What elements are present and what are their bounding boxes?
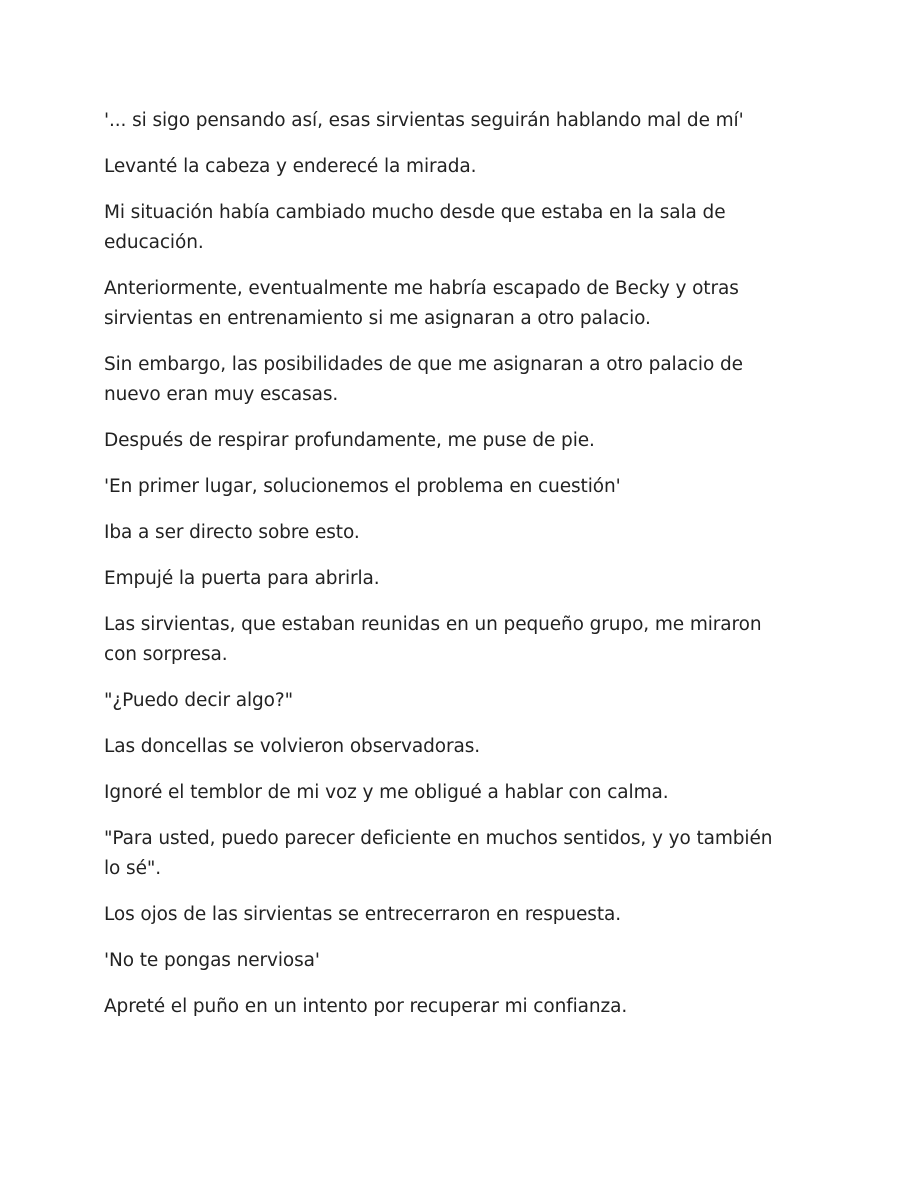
paragraph: Después de respirar profundamente, me puse de pie. — [104, 430, 595, 451]
paragraph: Empujé la puerta para abrirla. — [104, 568, 380, 589]
paragraph: "¿Puedo decir algo?" — [104, 690, 293, 711]
paragraph: "Para usted, puedo parecer deficiente en muchos sentidos, y yo también lo sé". — [104, 828, 773, 879]
paragraph: Las doncellas se volvieron observadoras. — [104, 736, 481, 757]
paragraph: Los ojos de las sirvientas se entrecerraron en respuesta. — [104, 904, 622, 925]
paragraph: Anteriormente, eventualmente me habría escapado de Becky y otras sirvientas en entrenamiento si me asignaran a otro palacio. — [104, 278, 739, 329]
paragraph: '... si sigo pensando así, esas sirvientas seguirán hablando mal de mí' — [104, 110, 744, 131]
paragraph: 'En primer lugar, solucionemos el problema en cuestión' — [104, 476, 621, 497]
paragraph: Ignoré el temblor de mi voz y me obligué a hablar con calma. — [104, 782, 669, 803]
paragraph: Apreté el puño en un intento por recuperar mi confianza. — [104, 996, 628, 1017]
paragraph: Iba a ser directo sobre esto. — [104, 522, 360, 543]
paragraph: 'No te pongas nerviosa' — [104, 950, 320, 971]
paragraph: Mi situación había cambiado mucho desde que estaba en la sala de educación. — [104, 202, 726, 253]
paragraph: Levanté la cabeza y enderecé la mirada. — [104, 156, 477, 177]
document-body — [104, 106, 794, 1038]
paragraph: Las sirvientas, que estaban reunidas en un pequeño grupo, me miraron con sorpresa. — [104, 614, 762, 665]
paragraph: Sin embargo, las posibilidades de que me asignaran a otro palacio de nuevo eran muy escasas. — [104, 354, 743, 405]
